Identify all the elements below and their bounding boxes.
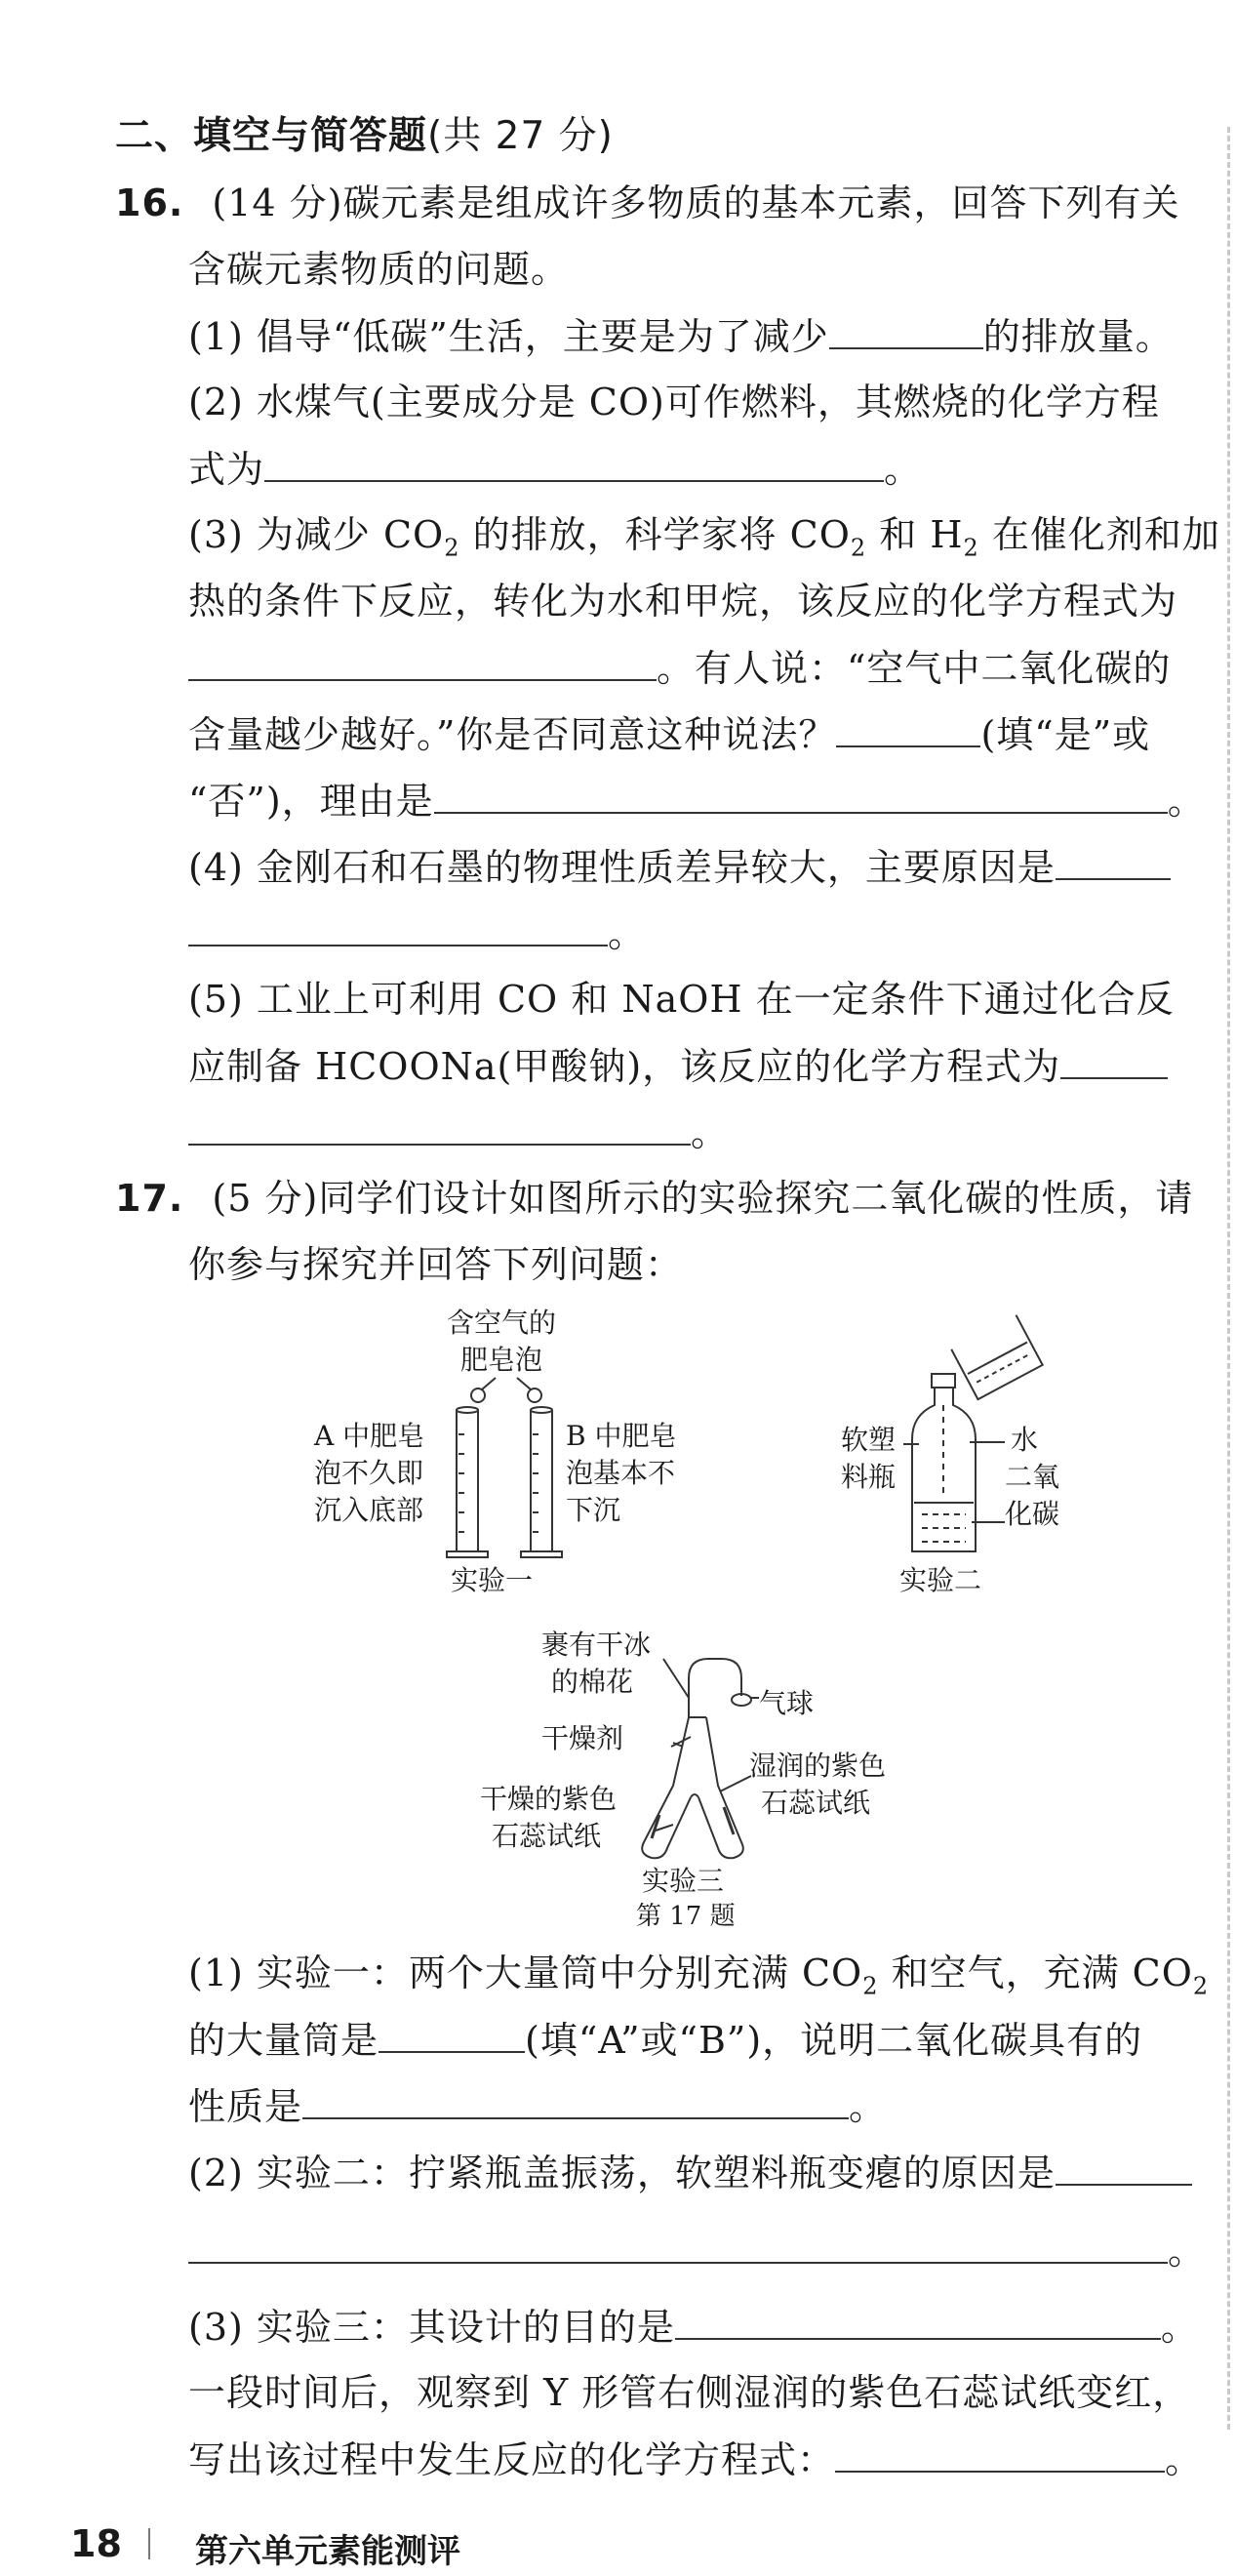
q16-part1-text: (1) 倡导“低碳”生活，主要是为了减少 (188, 315, 829, 358)
q16-intro-2: 含碳元素物质的问题。 (188, 248, 570, 291)
q16-part4-blank-b[interactable] (188, 907, 608, 946)
exp1-bubble-label-2: 肥皂泡 (460, 1344, 543, 1376)
q16-part3-equation-blank[interactable] (188, 642, 657, 681)
q16-part5-text-a: (5) 工业上可利用 CO 和 NaOH 在一定条件下通过化合反 (188, 978, 1175, 1021)
q16-part3-line-4 (188, 708, 1150, 760)
section-heading (115, 111, 614, 162)
subscript-2: 2 (444, 534, 460, 562)
q17-number: 17. (115, 1177, 184, 1220)
page-number: 18 (70, 2522, 122, 2565)
exp1-cylinder-a (447, 1407, 488, 1557)
q16-part3-text-c: 和 H (866, 513, 964, 556)
q16-part3-text-d: 在催化剂和加 (978, 513, 1220, 556)
q16-part5-end: 。 (691, 1111, 730, 1154)
exp1-left-label-3: 沉入底部 (314, 1494, 424, 1526)
q17-part3-text-a: (3) 实验三：其设计的目的是 (188, 2306, 675, 2349)
exp3-dry-paper-label-1: 干燥的紫色 (480, 1783, 618, 1815)
q17-part1-text-a: (1) 实验一：两个大量筒中分别充满 CO (188, 1952, 863, 1994)
exp2-left-label-2: 料瓶 (841, 1461, 897, 1493)
q16-part3-text-g: 含量越少越好。”你是否同意这种说法？ (188, 713, 837, 756)
q17-part3-line-1 (188, 2301, 1199, 2353)
q16-part1-blank[interactable] (829, 310, 983, 349)
q17-part2-blank-b[interactable] (188, 2225, 1168, 2264)
q16-part4-text: (4) 金刚石和石墨的物理性质差异较大，主要原因是 (188, 846, 1056, 889)
q17-part2-line-2 (188, 2225, 1206, 2276)
exp2-right-label-2: 二氧 (1005, 1461, 1060, 1493)
q16-part2-blank[interactable] (264, 443, 884, 482)
subscript-2: 2 (1192, 1972, 1210, 2000)
exp3-dry-ice-label-1: 裹有干冰 (541, 1629, 652, 1661)
q17-intro-2: 你参与探究并回答下列问题： (188, 1243, 684, 1286)
q16-part1 (188, 310, 1174, 362)
exp1-left-label-2: 泡不久即 (314, 1457, 424, 1489)
exp3-caption: 实验三 (642, 1865, 725, 1897)
q17-part3-equation-blank[interactable] (835, 2434, 1165, 2473)
figure-caption: 第 17 题 (636, 1902, 736, 1931)
q17-part1-ab-blank[interactable] (379, 2014, 525, 2053)
exp2-bottle (903, 1374, 1005, 1551)
q17-part3-purpose-blank[interactable] (675, 2301, 1161, 2340)
q16-part1-text-end: 的排放量。 (982, 315, 1174, 358)
exp3-balloon-label: 气球 (759, 1687, 815, 1719)
q17-part1-text-d: (填“A”或“B”)，说明二氧化碳具有的 (525, 2019, 1143, 2062)
q17-intro-1: (5 分)同学们设计如图所示的实验探究二氧化碳的性质，请 (212, 1177, 1194, 1220)
q16-part2-line-1 (188, 377, 1160, 427)
q16-number: 16. (115, 181, 184, 224)
q16-part4-line-1 (188, 841, 1171, 893)
q16-part3-text-h: (填“是”或 (980, 713, 1151, 756)
exp1-right-label-3: 下沉 (566, 1494, 621, 1526)
q16-intro-line-1 (115, 178, 1180, 228)
exp3-desiccant-label: 干燥剂 (541, 1722, 624, 1754)
exp2-caption: 实验二 (899, 1564, 982, 1596)
q17-part3-line-2 (188, 2367, 1190, 2418)
exp1-bubble-a (471, 1389, 485, 1402)
exp2-beaker (951, 1315, 1042, 1399)
q17-part1-text-e: 性质是 (188, 2085, 303, 2128)
q17-part2-blank-a[interactable] (1056, 2147, 1192, 2186)
exp3-wet-paper-label-1: 湿润的紫色 (749, 1750, 887, 1782)
page-footer (0, 2522, 1236, 2576)
exp3-y-tube (642, 1659, 759, 1858)
exp3-dry-paper-label-2: 石蕊试纸 (492, 1820, 602, 1852)
exp1-bubble-label-1: 含空气的 (447, 1307, 557, 1339)
q16-part4-end: 。 (608, 912, 647, 955)
q16-part2-line-2 (188, 443, 922, 495)
section-title: 二、填空与简答题 (115, 114, 428, 158)
exp2-right-label-3: 化碳 (1005, 1498, 1060, 1530)
q16-part3-line-1 (188, 509, 1220, 560)
q16-part5-line-2 (188, 1040, 1168, 1092)
exp2-left-label-1: 软塑 (841, 1424, 897, 1456)
q16-part5-line-1 (188, 974, 1175, 1025)
q17-part3-text-c: 写出该过程中发生反应的化学方程式： (188, 2438, 836, 2481)
q16-part5-blank-b[interactable] (188, 1107, 691, 1146)
q17-part1-line-1 (188, 1948, 1209, 1998)
q16-part3-text-i: “否”)，理由是 (188, 780, 434, 823)
q17-part2-end: 。 (1168, 2230, 1207, 2273)
q17-part3-text-b: 一段时间后，观察到 Y 形管右侧湿润的紫色石蕊试纸变红， (188, 2371, 1191, 2414)
q17-part2-line-1 (188, 2147, 1192, 2198)
q16-part3-line-5 (188, 775, 1206, 826)
q17-intro-line-2 (188, 1239, 683, 1290)
q16-part3-line-2 (188, 576, 1177, 626)
q16-part5-blank-a[interactable] (1060, 1040, 1168, 1079)
exp1-caption: 实验一 (451, 1564, 534, 1596)
q16-part3-line-3 (188, 642, 1171, 694)
exp1-bubble-b (528, 1389, 541, 1402)
q17-part1-property-blank[interactable] (302, 2080, 849, 2119)
subscript-2: 2 (862, 1972, 879, 2000)
q17-part1-text-b: 和空气，充满 CO (878, 1952, 1193, 1994)
q16-part3-text-a: (3) 为减少 CO (188, 513, 445, 556)
q16-intro-1: (14 分)碳元素是组成许多物质的基本元素，回答下列有关 (212, 181, 1180, 224)
unit-title: 第六单元素能测评 (195, 2532, 460, 2571)
q16-part2-text: (2) 水煤气(主要成分是 CO)可作燃料，其燃烧的化学方程 (188, 381, 1160, 423)
q16-part3-text-f: 。有人说：“空气中二氧化碳的 (657, 647, 1172, 690)
exp1-right-label-1: B 中肥皂 (566, 1420, 677, 1452)
q16-part3-end: 。 (1167, 780, 1206, 823)
q17-part1-end: 。 (849, 2085, 888, 2128)
section-score: (共 27 分) (427, 114, 614, 158)
q16-part2-end: 。 (884, 448, 923, 491)
exp1-right-label-2: 泡基本不 (566, 1457, 676, 1489)
q17-intro-line-1 (115, 1173, 1193, 1224)
q17-part1-line-2 (188, 2014, 1142, 2066)
footer-divider (148, 2528, 150, 2559)
q16-part2-prefix: 式为 (188, 448, 265, 491)
q16-part4-line-2 (188, 907, 646, 959)
exp1-cylinder-b (521, 1407, 562, 1557)
q17-part1-text-c: 的大量筒是 (188, 2019, 379, 2062)
q17-part3-line-3 (188, 2434, 1203, 2485)
exp2-right-label-1: 水 (1011, 1424, 1039, 1456)
q16-part3-text-b: 的排放，科学家将 CO (459, 513, 851, 556)
subscript-2: 2 (963, 534, 979, 562)
q17-part3-end-a: 。 (1160, 2306, 1199, 2349)
exp1-left-label-1: A 中肥皂 (314, 1420, 425, 1452)
q17-part1-line-3 (188, 2080, 887, 2132)
q16-part5-line-3 (188, 1107, 729, 1158)
q16-part3-text-e: 热的条件下反应，转化为水和甲烷，该反应的化学方程式为 (188, 580, 1178, 623)
q17-part2-text: (2) 实验二：拧紧瓶盖振荡，软塑料瓶变瘪的原因是 (188, 2152, 1056, 2194)
exp3-dry-ice-label-2: 的棉花 (551, 1666, 634, 1698)
q16-intro-line-2 (188, 244, 569, 295)
q16-part5-text-b: 应制备 HCOONa(甲酸钠)，该反应的化学方程式为 (188, 1045, 1061, 1088)
q17-part3-end-c: 。 (1165, 2438, 1204, 2481)
q16-part3-reason-blank[interactable] (434, 775, 1168, 814)
q16-part4-blank-a[interactable] (1056, 841, 1171, 880)
subscript-2: 2 (850, 534, 867, 562)
q16-part3-yesno-blank[interactable] (836, 708, 980, 747)
exp3-wet-paper-label-2: 石蕊试纸 (761, 1787, 871, 1819)
